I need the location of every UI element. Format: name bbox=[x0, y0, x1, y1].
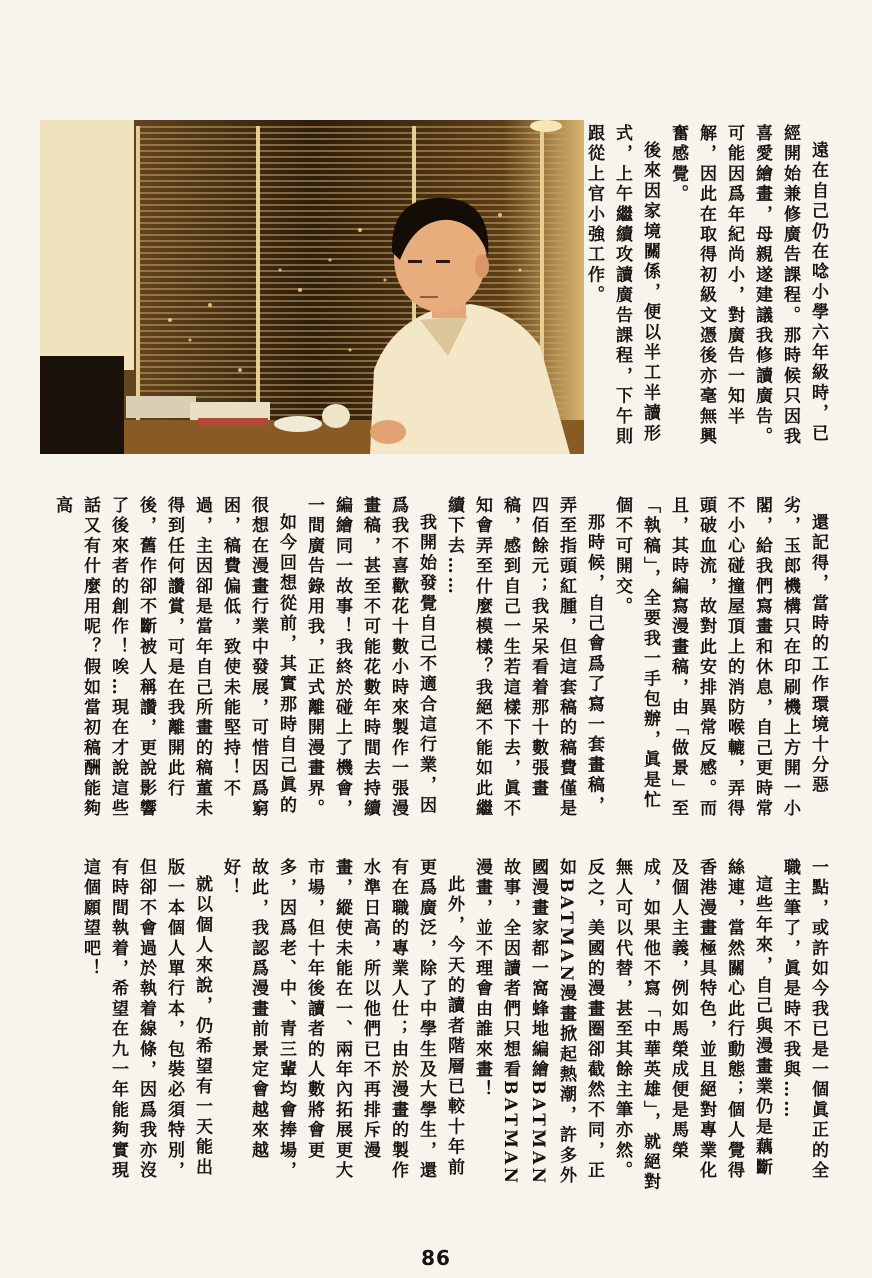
paragraph: 還記得，當時的工作環境十分惡劣，玉郎機構只在印刷機上方開一小閣，給我們寫畫和休息，自己更時常不小心碰撞屋頂上的消防喉轆，弄得頭破血流，故對此安排異常反感。而且，其時編寫漫畫稿，由「做景」至「執稿」，全要我一手包辦，眞是忙個不可開交。 bbox=[612, 496, 828, 820]
portrait-photo bbox=[40, 120, 584, 454]
paragraph: 後來因家境關係，便以半工半讀形式，上午繼續攻讀廣告課程，下午則跟從上官小強工作。 bbox=[584, 124, 660, 448]
article-column-2 bbox=[30, 496, 832, 824]
paragraph: 如今回想從前，其實那時自己眞的很想在漫畫行業中發展，可惜因爲窮困，稿費偏低，致使未能堅持！不過，主因卻是當年自己所畫的稿董未得到任何讚賞，可是在我離開此行後，舊作卻不斷被人稱讚，更說影響了後來者的創作！唉…現在才說這些話又有什麼用呢？假如當初稿酬能夠高 bbox=[52, 496, 296, 820]
article-column-1 bbox=[582, 124, 832, 456]
paragraph: 這些年來，自己與漫畫業仍是藕斷絲連，當然關心此行動態；個人覺得香港漫畫極具特色，並且絕對專業化及個人主義，例如馬榮成便是馬榮成，如果他不寫「中華英雄」，就絕對無人可以代替，甚至其餘主筆亦然。反之，美國的漫畫圈卻截然不同，正如BATMAN漫畫掀起熱潮，許多外國漫畫家都一窩蜂地編繪BATMAN故事，全因讀者們只想看BATMAN漫畫，並不理會由誰來畫！ bbox=[472, 858, 772, 1193]
photo-illustration bbox=[40, 120, 584, 454]
paragraph: 此外，今天的讀者階層已較十年前更爲廣泛，除了中學生及大學生，還有在職的專業人仕；由於漫畫的製作水準日高，所以他們已不再排斥漫畫，縱使未能在一、兩年內拓展更大市場，但十年後讀者的人數將會更多，因爲老、中、青三輩均會捧場，故此，我認爲漫畫前景定會越來越好！ bbox=[220, 858, 464, 1182]
paragraph: 那時候，自己會爲了寫一套畫稿，弄至指頭紅腫，但這套稿的稿費僅是四佰餘元；我呆呆看着那十數張畫稿，感到自己一生若這樣下去，眞不知會弄至什麼模樣？我絕不能如此繼續下去…… bbox=[444, 496, 604, 820]
paragraph: 一點，或許如今我已是一個眞正的全職主筆了，眞是時不我與…… bbox=[780, 858, 828, 1182]
paragraph: 我開始發覺自己不適合這行業，因爲我不喜歡花十數小時來製作一張漫畫稿，甚至不可能花數年時間去持續編繪同一故事！我終於碰上了機會，一間廣告錄用我，正式離開漫畫界。 bbox=[304, 496, 436, 820]
article-column-3 bbox=[30, 858, 832, 1194]
page-number: 86 bbox=[421, 1246, 451, 1270]
paragraph: 就以個人來說，仍希望有一天能出版一本個人單行本，包裝必須特別，但卻不會過於執着線條，因爲我亦沒有時間執着，希望在九一年能夠實現這個願望吧！ bbox=[80, 858, 212, 1182]
paragraph: 遠在自己仍在唸小學六年級時，已經開始兼修廣告課程。那時候只因我喜愛繪畫，母親遂建議我修讀廣告。可能因爲年紀尚小，對廣告一知半解，因此在取得初級文憑後亦毫無興奮感覺。 bbox=[668, 124, 828, 448]
